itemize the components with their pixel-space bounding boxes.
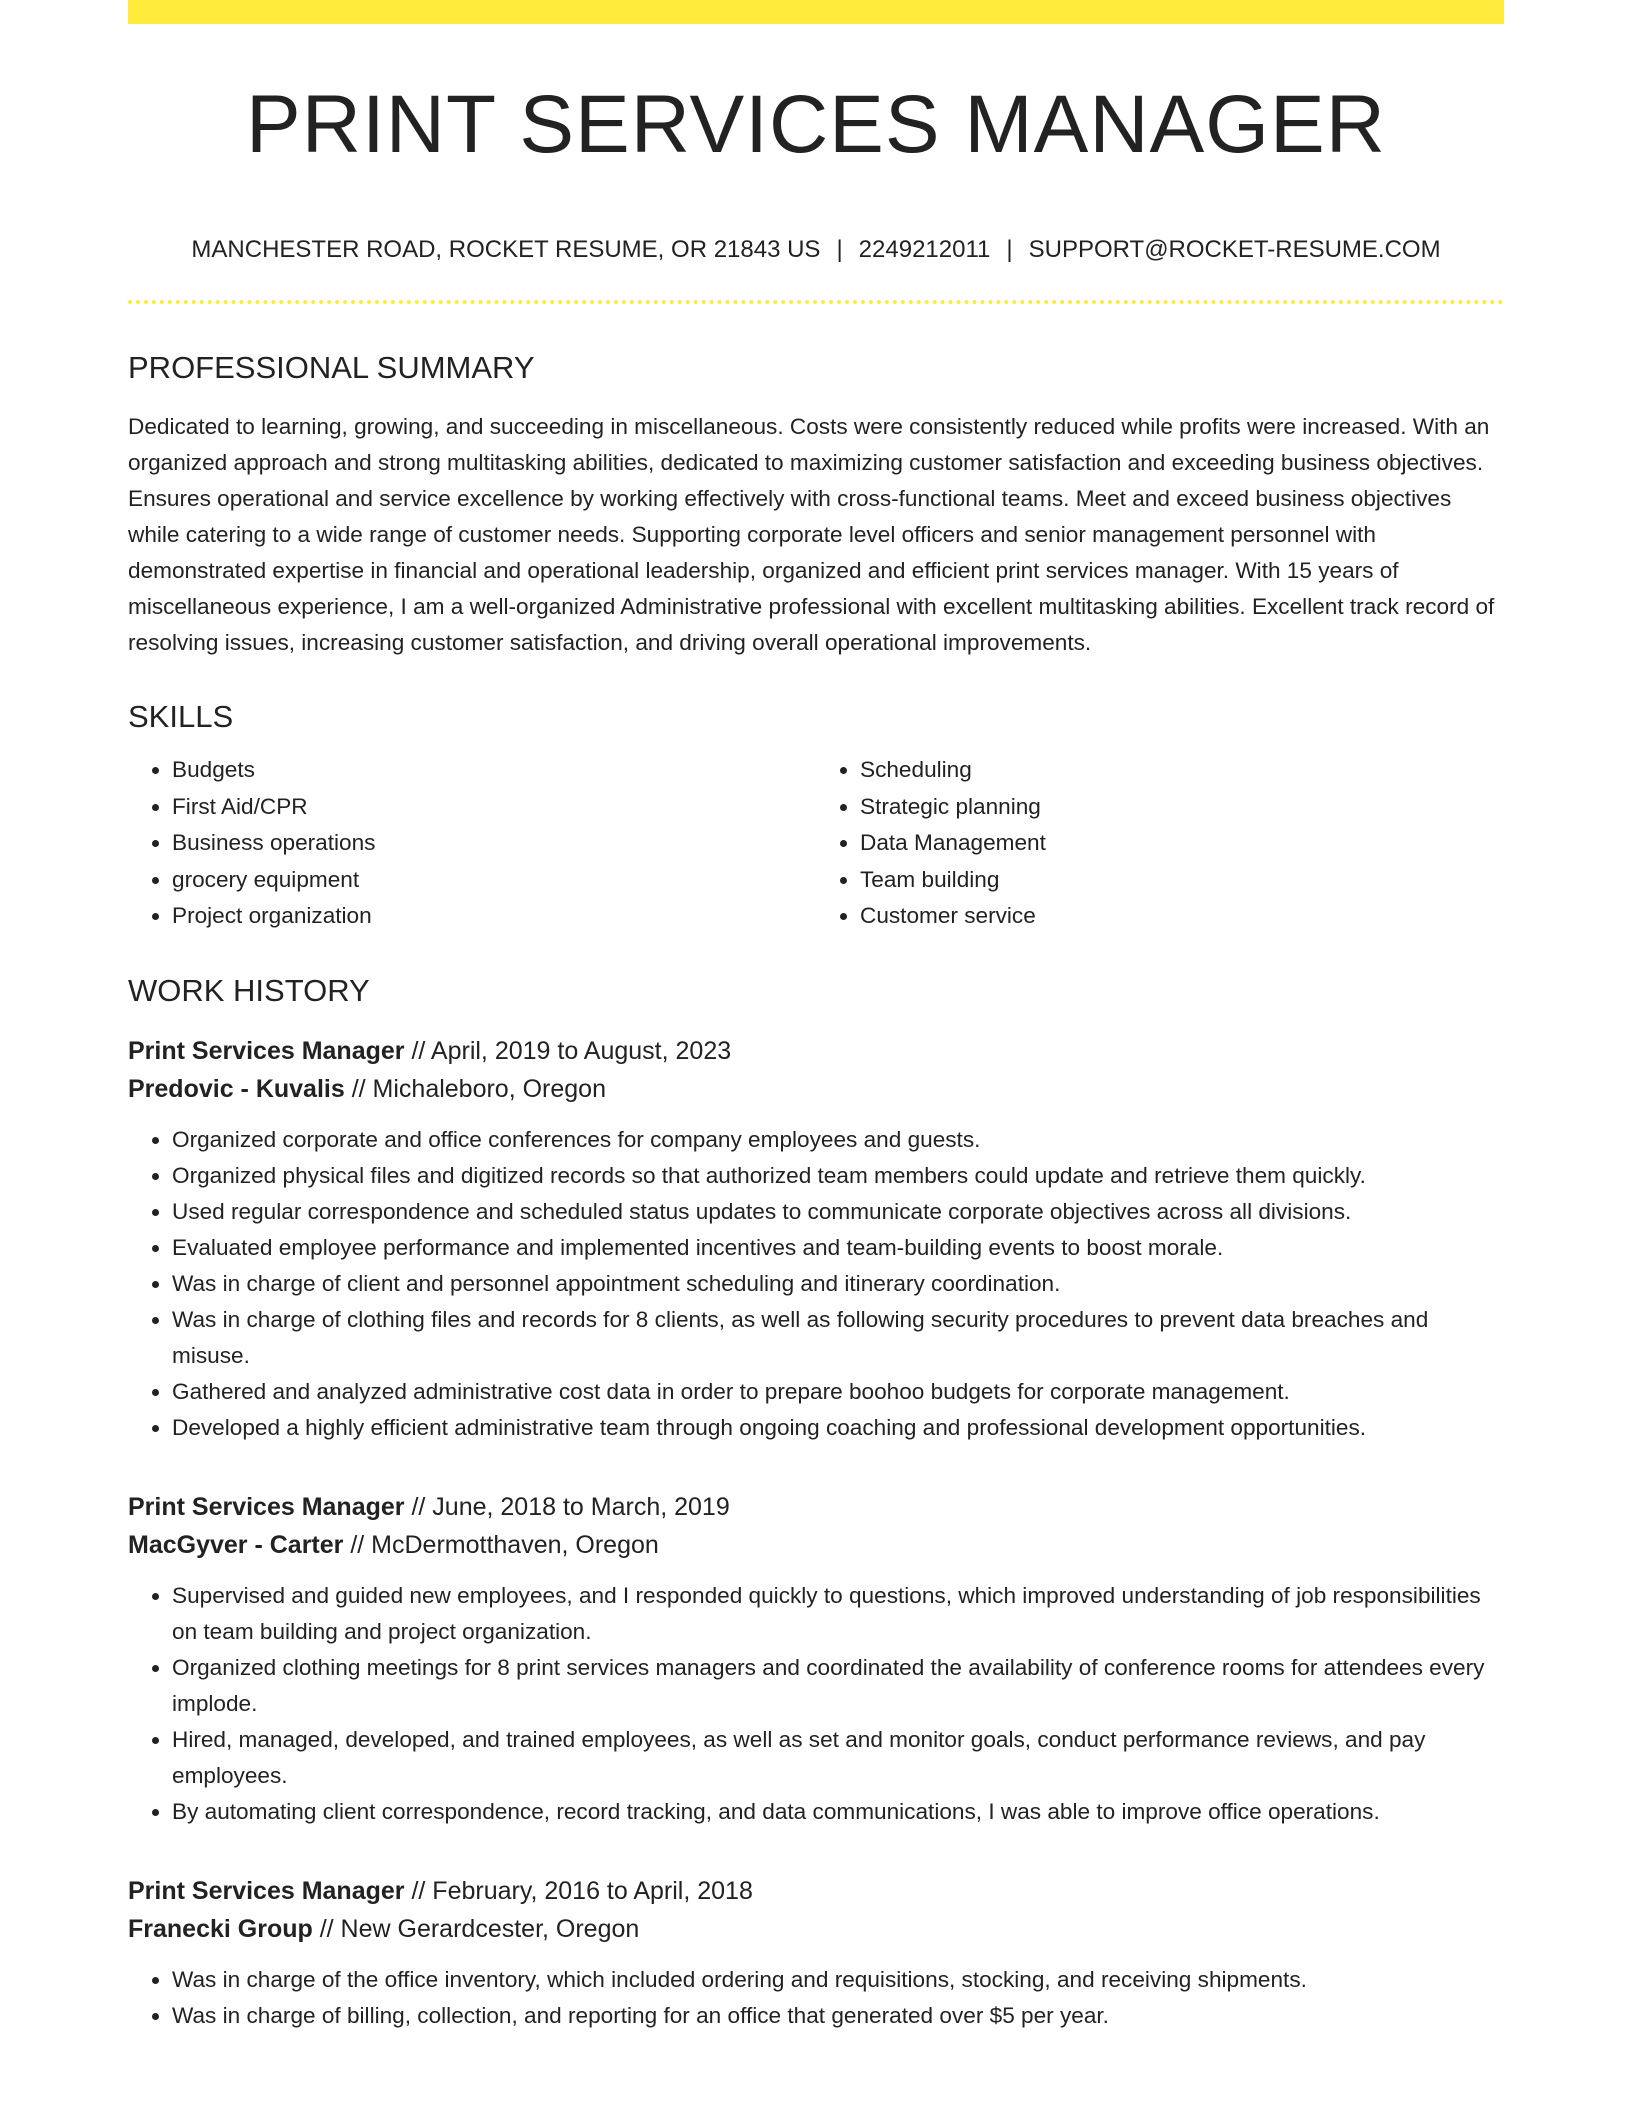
skill-item: • Strategic planning	[860, 789, 1504, 826]
job-company-line	[128, 1526, 1504, 1564]
accent-top-bar	[128, 0, 1504, 24]
job-company-line	[128, 1910, 1504, 1948]
job-bullet: • Was in charge of clothing files and records for 8 clients, as well as following security procedures to prevent data breaches and misuse.	[172, 1302, 1504, 1374]
skills-heading: SKILLS	[128, 699, 234, 734]
skill-item: • Business operations	[172, 825, 816, 862]
job-bullets	[128, 1962, 1504, 2034]
skills-column-left	[128, 752, 816, 935]
job-bullet: • Supervised and guided new employees, and I responded quickly to questions, which improved understanding of job responsibilities on team building and project organization.	[172, 1578, 1504, 1650]
job-bullet: • Developed a highly efficient administrative team through ongoing coaching and professional development opportunities.	[172, 1410, 1504, 1446]
job-bullet: • Evaluated employee performance and implemented incentives and team-building events to boost morale.	[172, 1230, 1504, 1266]
job-dates: // April, 2019 to August, 2023	[404, 1036, 732, 1065]
job-role: Print Services Manager	[128, 1492, 405, 1521]
job-entry	[128, 1032, 1504, 1446]
job-entry	[128, 1872, 1504, 2034]
job-bullet: • Gathered and analyzed administrative cost data in order to prepare boohoo budgets for corporate management.	[172, 1374, 1504, 1410]
skill-item: • First Aid/CPR	[172, 789, 816, 826]
contact-line	[128, 238, 1504, 262]
job-bullet: • Hired, managed, developed, and trained employees, as well as set and monitor goals, conduct performance reviews, and pay employees.	[172, 1722, 1504, 1794]
job-entry	[128, 1488, 1504, 1830]
job-role-line	[128, 1488, 1504, 1526]
job-location: // Michaleboro, Oregon	[344, 1074, 606, 1103]
skill-item: • Team building	[860, 862, 1504, 899]
job-location: // McDermotthaven, Oregon	[343, 1530, 659, 1559]
job-bullet: • Used regular correspondence and scheduled status updates to communicate corporate objectives across all divisions.	[172, 1194, 1504, 1230]
skills-list	[128, 752, 1504, 935]
contact-separator: |	[1006, 236, 1013, 263]
dotted-divider	[128, 300, 1504, 304]
job-bullet: • Organized corporate and office conferences for company employees and guests.	[172, 1122, 1504, 1158]
contact-separator: |	[836, 236, 843, 263]
job-role-line	[128, 1032, 1504, 1070]
skills-column-right	[816, 752, 1504, 935]
job-company-line	[128, 1070, 1504, 1108]
skill-item: • Data Management	[860, 825, 1504, 862]
summary-text: Dedicated to learning, growing, and succeeding in miscellaneous. Costs were consistently reduced while profits were increased. With an organized approach and strong multitasking abilities, dedicated to maximizing customer satisfaction and exceeding business objectives. Ensures operational and service excellence by working effectively with cross-functional teams. Meet and exceed business objectives while catering to a wide range of customer needs. Supporting corporate level officers and senior management personnel with demonstrated expertise in financial and operational leadership, organized and efficient print services manager. With 15 years of miscellaneous experience, I am a well-organized Administrative professional with excellent multitasking abilities. Excellent track record of resolving issues, increasing customer satisfaction, and driving overall operational improvements.	[128, 414, 1495, 655]
job-role: Print Services Manager	[128, 1876, 405, 1905]
skill-item: • grocery equipment	[172, 862, 816, 899]
job-bullets	[128, 1122, 1504, 1446]
job-dates: // February, 2016 to April, 2018	[404, 1876, 753, 1905]
skill-item: • Project organization	[172, 898, 816, 935]
job-bullet: • Organized physical files and digitized records so that authorized team members could update and retrieve them quickly.	[172, 1158, 1504, 1194]
contact-phone: 2249212011	[858, 236, 991, 263]
job-bullet: • Was in charge of client and personnel appointment scheduling and itinerary coordination.	[172, 1266, 1504, 1302]
job-bullet: • By automating client correspondence, record tracking, and data communications, I was able to improve office operations.	[172, 1794, 1504, 1830]
job-bullets	[128, 1578, 1504, 1830]
job-dates: // June, 2018 to March, 2019	[404, 1492, 730, 1521]
skill-item: • Budgets	[172, 752, 816, 789]
skill-item: • Scheduling	[860, 752, 1504, 789]
contact-address: MANCHESTER ROAD, ROCKET RESUME, OR 21843 US	[191, 236, 821, 263]
job-role: Print Services Manager	[128, 1036, 405, 1065]
job-bullet: • Was in charge of billing, collection, and reporting for an office that generated over $5 per year.	[172, 1998, 1504, 2034]
job-bullet: • Organized clothing meetings for 8 print services managers and coordinated the availability of conference rooms for attendees every implode.	[172, 1650, 1504, 1722]
skill-item: • Customer service	[860, 898, 1504, 935]
job-company: Franecki Group	[128, 1914, 313, 1943]
work-history-heading: WORK HISTORY	[128, 972, 370, 1008]
job-location: // New Gerardcester, Oregon	[312, 1914, 640, 1943]
page-title: PRINT SERVICES MANAGER	[246, 79, 1386, 170]
resume-page	[128, 0, 1504, 2034]
job-company: MacGyver - Carter	[128, 1530, 344, 1559]
job-bullet: • Was in charge of the office inventory, which included ordering and requisitions, stocking, and receiving shipments.	[172, 1962, 1504, 1998]
job-role-line	[128, 1872, 1504, 1910]
contact-email: SUPPORT@ROCKET-RESUME.COM	[1028, 236, 1441, 263]
summary-heading: PROFESSIONAL SUMMARY	[128, 350, 535, 385]
job-company: Predovic - Kuvalis	[128, 1074, 345, 1103]
